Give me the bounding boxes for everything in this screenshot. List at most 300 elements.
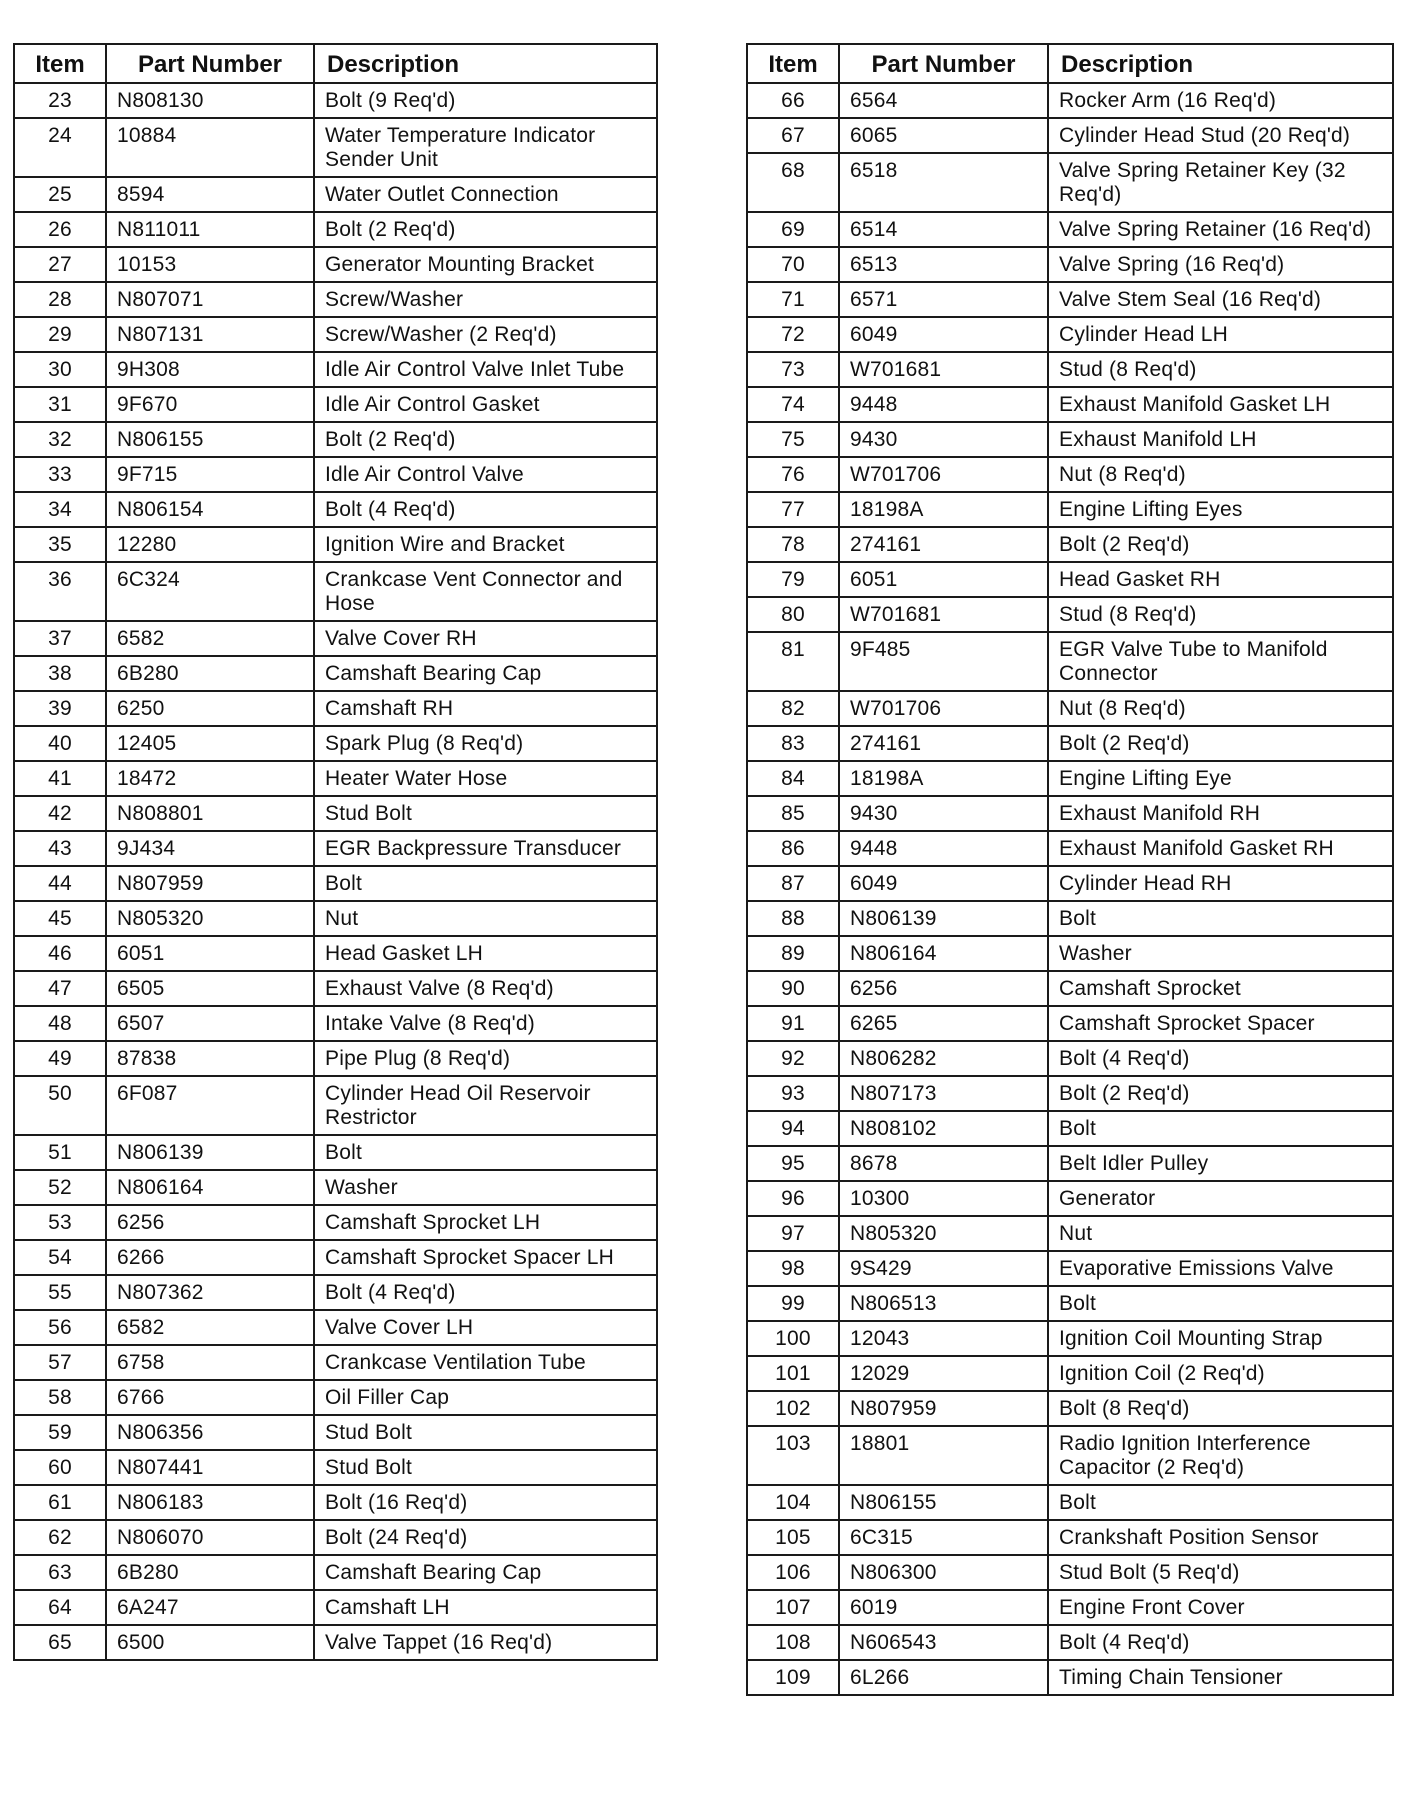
item-number-cell: 102	[747, 1391, 839, 1426]
table-row	[14, 901, 657, 936]
part-number-cell: 12405	[106, 726, 314, 761]
description-cell: Generator Mounting Bracket	[314, 247, 657, 282]
item-number-cell: 90	[747, 971, 839, 1006]
part-number-cell: N806164	[839, 936, 1048, 971]
part-number-cell: 9430	[839, 422, 1048, 457]
part-number-cell: 9448	[839, 831, 1048, 866]
description-cell: Cylinder Head Stud (20 Req'd)	[1048, 118, 1393, 153]
description-cell: Radio Ignition Interference Capacitor (2 Req'd)	[1048, 1426, 1393, 1485]
item-number-cell: 103	[747, 1426, 839, 1485]
description-cell: Bolt (4 Req'd)	[1048, 1041, 1393, 1076]
table-row	[14, 83, 657, 118]
part-number-cell: 274161	[839, 527, 1048, 562]
description-cell: Spark Plug (8 Req'd)	[314, 726, 657, 761]
table-row	[747, 527, 1393, 562]
part-number-cell: 8594	[106, 177, 314, 212]
item-number-cell: 65	[14, 1625, 106, 1660]
description-cell: Valve Spring Retainer (16 Req'd)	[1048, 212, 1393, 247]
part-number-cell: 6F087	[106, 1076, 314, 1135]
table-row	[747, 1356, 1393, 1391]
description-cell: Stud (8 Req'd)	[1048, 352, 1393, 387]
part-number-cell: N807959	[839, 1391, 1048, 1426]
part-number-cell: 18801	[839, 1426, 1048, 1485]
description-cell: Exhaust Manifold Gasket RH	[1048, 831, 1393, 866]
part-number-cell: N805320	[839, 1216, 1048, 1251]
part-number-cell: 9H308	[106, 352, 314, 387]
table-row	[747, 83, 1393, 118]
table-row	[14, 761, 657, 796]
description-cell: Washer	[1048, 936, 1393, 971]
item-number-cell: 57	[14, 1345, 106, 1380]
item-number-cell: 56	[14, 1310, 106, 1345]
item-number-cell: 76	[747, 457, 839, 492]
description-cell: Camshaft RH	[314, 691, 657, 726]
description-cell: Stud Bolt (5 Req'd)	[1048, 1555, 1393, 1590]
item-number-cell: 93	[747, 1076, 839, 1111]
table-row	[14, 936, 657, 971]
table-row	[747, 691, 1393, 726]
header-item: Item	[747, 44, 839, 83]
description-cell: Bolt (2 Req'd)	[314, 212, 657, 247]
table-row	[14, 1485, 657, 1520]
description-cell: Cylinder Head RH	[1048, 866, 1393, 901]
table-row	[14, 691, 657, 726]
part-number-cell: 12029	[839, 1356, 1048, 1391]
description-cell: Valve Cover RH	[314, 621, 657, 656]
item-number-cell: 47	[14, 971, 106, 1006]
part-number-cell: 6256	[839, 971, 1048, 1006]
item-number-cell: 106	[747, 1555, 839, 1590]
part-number-cell: 6019	[839, 1590, 1048, 1625]
part-number-cell: W701681	[839, 597, 1048, 632]
table-row	[747, 597, 1393, 632]
description-cell: Camshaft Sprocket Spacer LH	[314, 1240, 657, 1275]
item-number-cell: 39	[14, 691, 106, 726]
description-cell: Ignition Coil (2 Req'd)	[1048, 1356, 1393, 1391]
part-number-cell: 6505	[106, 971, 314, 1006]
part-number-cell: N808801	[106, 796, 314, 831]
table-row	[747, 866, 1393, 901]
part-number-cell: 18198A	[839, 492, 1048, 527]
part-number-cell: 6B280	[106, 656, 314, 691]
part-number-cell: 274161	[839, 726, 1048, 761]
table-row	[747, 1485, 1393, 1520]
table-row	[747, 1391, 1393, 1426]
description-cell: Bolt (4 Req'd)	[1048, 1625, 1393, 1660]
part-number-cell: N807959	[106, 866, 314, 901]
part-number-cell: 6571	[839, 282, 1048, 317]
item-number-cell: 49	[14, 1041, 106, 1076]
part-number-cell: W701681	[839, 352, 1048, 387]
part-number-cell: 9448	[839, 387, 1048, 422]
description-cell: Camshaft Sprocket	[1048, 971, 1393, 1006]
item-number-cell: 48	[14, 1006, 106, 1041]
part-number-cell: N807441	[106, 1450, 314, 1485]
part-number-cell: 6051	[839, 562, 1048, 597]
table-row	[747, 118, 1393, 153]
item-number-cell: 51	[14, 1135, 106, 1170]
table-row	[14, 457, 657, 492]
item-number-cell: 55	[14, 1275, 106, 1310]
description-cell: Valve Spring (16 Req'd)	[1048, 247, 1393, 282]
description-cell: Screw/Washer (2 Req'd)	[314, 317, 657, 352]
table-row	[747, 1006, 1393, 1041]
table-row	[14, 562, 657, 621]
item-number-cell: 72	[747, 317, 839, 352]
item-number-cell: 107	[747, 1590, 839, 1625]
part-number-cell: 6518	[839, 153, 1048, 212]
parts-table-left	[13, 43, 658, 1661]
part-number-cell: N806139	[106, 1135, 314, 1170]
item-number-cell: 44	[14, 866, 106, 901]
description-cell: Stud (8 Req'd)	[1048, 597, 1393, 632]
table-header-row	[747, 44, 1393, 83]
description-cell: Camshaft LH	[314, 1590, 657, 1625]
item-number-cell: 26	[14, 212, 106, 247]
table-row	[747, 1111, 1393, 1146]
table-row	[14, 1380, 657, 1415]
description-cell: Nut (8 Req'd)	[1048, 691, 1393, 726]
table-row	[747, 1286, 1393, 1321]
description-cell: Bolt (2 Req'd)	[314, 422, 657, 457]
part-number-cell: N808130	[106, 83, 314, 118]
part-number-cell: 6065	[839, 118, 1048, 153]
table-row	[14, 247, 657, 282]
header-item: Item	[14, 44, 106, 83]
parts-table-right-body	[747, 83, 1393, 1695]
table-row	[747, 1520, 1393, 1555]
part-number-cell: N806183	[106, 1485, 314, 1520]
table-row	[14, 726, 657, 761]
table-row	[747, 632, 1393, 691]
description-cell: Exhaust Valve (8 Req'd)	[314, 971, 657, 1006]
table-row	[747, 761, 1393, 796]
description-cell: Crankcase Vent Connector and Hose	[314, 562, 657, 621]
table-row	[14, 1006, 657, 1041]
table-row	[14, 1275, 657, 1310]
table-row	[747, 282, 1393, 317]
item-number-cell: 58	[14, 1380, 106, 1415]
item-number-cell: 28	[14, 282, 106, 317]
item-number-cell: 94	[747, 1111, 839, 1146]
table-row	[14, 1345, 657, 1380]
description-cell: Bolt (4 Req'd)	[314, 492, 657, 527]
part-number-cell: 6758	[106, 1345, 314, 1380]
description-cell: Camshaft Bearing Cap	[314, 656, 657, 691]
table-row	[14, 1240, 657, 1275]
item-number-cell: 64	[14, 1590, 106, 1625]
item-number-cell: 97	[747, 1216, 839, 1251]
header-description: Description	[1048, 44, 1393, 83]
item-number-cell: 69	[747, 212, 839, 247]
table-row	[747, 901, 1393, 936]
part-number-cell: N811011	[106, 212, 314, 247]
item-number-cell: 83	[747, 726, 839, 761]
part-number-cell: 10884	[106, 118, 314, 177]
part-number-cell: 6250	[106, 691, 314, 726]
item-number-cell: 89	[747, 936, 839, 971]
part-number-cell: 6L266	[839, 1660, 1048, 1695]
description-cell: Head Gasket RH	[1048, 562, 1393, 597]
description-cell: Bolt (4 Req'd)	[314, 1275, 657, 1310]
item-number-cell: 92	[747, 1041, 839, 1076]
table-row	[14, 1205, 657, 1240]
table-row	[747, 247, 1393, 282]
description-cell: Generator	[1048, 1181, 1393, 1216]
item-number-cell: 59	[14, 1415, 106, 1450]
description-cell: Bolt (16 Req'd)	[314, 1485, 657, 1520]
table-row	[747, 1251, 1393, 1286]
item-number-cell: 85	[747, 796, 839, 831]
description-cell: Engine Front Cover	[1048, 1590, 1393, 1625]
description-cell: Crankshaft Position Sensor	[1048, 1520, 1393, 1555]
table-row	[14, 866, 657, 901]
part-number-cell: 8678	[839, 1146, 1048, 1181]
description-cell: Stud Bolt	[314, 1415, 657, 1450]
item-number-cell: 46	[14, 936, 106, 971]
description-cell: Exhaust Manifold Gasket LH	[1048, 387, 1393, 422]
table-row	[747, 1216, 1393, 1251]
description-cell: Timing Chain Tensioner	[1048, 1660, 1393, 1695]
table-row	[747, 796, 1393, 831]
description-cell: EGR Valve Tube to Manifold Connector	[1048, 632, 1393, 691]
item-number-cell: 86	[747, 831, 839, 866]
table-row	[14, 831, 657, 866]
description-cell: Bolt	[1048, 1485, 1393, 1520]
item-number-cell: 50	[14, 1076, 106, 1135]
item-number-cell: 67	[747, 118, 839, 153]
item-number-cell: 60	[14, 1450, 106, 1485]
description-cell: Intake Valve (8 Req'd)	[314, 1006, 657, 1041]
part-number-cell: 12043	[839, 1321, 1048, 1356]
description-cell: Bolt	[1048, 1286, 1393, 1321]
table-header-row	[14, 44, 657, 83]
part-number-cell: 6265	[839, 1006, 1048, 1041]
part-number-cell: 6C324	[106, 562, 314, 621]
part-number-cell: N807173	[839, 1076, 1048, 1111]
table-row	[14, 1170, 657, 1205]
table-row	[747, 352, 1393, 387]
item-number-cell: 37	[14, 621, 106, 656]
item-number-cell: 108	[747, 1625, 839, 1660]
table-row	[14, 1590, 657, 1625]
description-cell: Valve Spring Retainer Key (32 Req'd)	[1048, 153, 1393, 212]
table-row	[14, 1076, 657, 1135]
part-number-cell: W701706	[839, 691, 1048, 726]
table-row	[747, 936, 1393, 971]
part-number-cell: N805320	[106, 901, 314, 936]
item-number-cell: 63	[14, 1555, 106, 1590]
description-cell: EGR Backpressure Transducer	[314, 831, 657, 866]
part-number-cell: 6B280	[106, 1555, 314, 1590]
description-cell: Bolt (2 Req'd)	[1048, 1076, 1393, 1111]
description-cell: Washer	[314, 1170, 657, 1205]
table-row	[747, 1590, 1393, 1625]
description-cell: Nut	[1048, 1216, 1393, 1251]
item-number-cell: 79	[747, 562, 839, 597]
table-row	[14, 282, 657, 317]
description-cell: Crankcase Ventilation Tube	[314, 1345, 657, 1380]
item-number-cell: 66	[747, 83, 839, 118]
table-row	[14, 1415, 657, 1450]
table-row	[747, 387, 1393, 422]
part-number-cell: 6766	[106, 1380, 314, 1415]
description-cell: Camshaft Sprocket Spacer	[1048, 1006, 1393, 1041]
description-cell: Bolt (8 Req'd)	[1048, 1391, 1393, 1426]
description-cell: Exhaust Manifold LH	[1048, 422, 1393, 457]
description-cell: Stud Bolt	[314, 796, 657, 831]
table-row	[747, 562, 1393, 597]
description-cell: Bolt (24 Req'd)	[314, 1520, 657, 1555]
table-row	[14, 1625, 657, 1660]
part-number-cell: 9J434	[106, 831, 314, 866]
table-row	[747, 726, 1393, 761]
part-number-cell: 6256	[106, 1205, 314, 1240]
part-number-cell: 9S429	[839, 1251, 1048, 1286]
item-number-cell: 75	[747, 422, 839, 457]
item-number-cell: 32	[14, 422, 106, 457]
item-number-cell: 98	[747, 1251, 839, 1286]
part-number-cell: 6266	[106, 1240, 314, 1275]
part-number-cell: N806300	[839, 1555, 1048, 1590]
item-number-cell: 105	[747, 1520, 839, 1555]
part-number-cell: N806155	[106, 422, 314, 457]
part-number-cell: 6564	[839, 83, 1048, 118]
table-row	[14, 492, 657, 527]
description-cell: Screw/Washer	[314, 282, 657, 317]
description-cell: Ignition Wire and Bracket	[314, 527, 657, 562]
item-number-cell: 52	[14, 1170, 106, 1205]
part-number-cell: 6C315	[839, 1520, 1048, 1555]
table-row	[14, 212, 657, 247]
table-row	[14, 1041, 657, 1076]
description-cell: Bolt	[314, 866, 657, 901]
part-number-cell: 6500	[106, 1625, 314, 1660]
part-number-cell: N807131	[106, 317, 314, 352]
table-row	[14, 1310, 657, 1345]
item-number-cell: 38	[14, 656, 106, 691]
part-number-cell: 6582	[106, 621, 314, 656]
item-number-cell: 27	[14, 247, 106, 282]
description-cell: Nut	[314, 901, 657, 936]
table-row	[14, 1520, 657, 1555]
description-cell: Bolt (2 Req'd)	[1048, 527, 1393, 562]
table-row	[747, 1041, 1393, 1076]
item-number-cell: 80	[747, 597, 839, 632]
item-number-cell: 78	[747, 527, 839, 562]
item-number-cell: 33	[14, 457, 106, 492]
table-row	[14, 796, 657, 831]
description-cell: Pipe Plug (8 Req'd)	[314, 1041, 657, 1076]
header-part-number: Part Number	[106, 44, 314, 83]
item-number-cell: 84	[747, 761, 839, 796]
table-row	[747, 1426, 1393, 1485]
description-cell: Bolt (2 Req'd)	[1048, 726, 1393, 761]
description-cell: Valve Tappet (16 Req'd)	[314, 1625, 657, 1660]
parts-table-left-body	[14, 83, 657, 1660]
part-number-cell: 6A247	[106, 1590, 314, 1625]
description-cell: Engine Lifting Eye	[1048, 761, 1393, 796]
part-number-cell: N806282	[839, 1041, 1048, 1076]
part-number-cell: 6582	[106, 1310, 314, 1345]
item-number-cell: 70	[747, 247, 839, 282]
table-row	[747, 492, 1393, 527]
table-row	[747, 1146, 1393, 1181]
table-row	[14, 971, 657, 1006]
item-number-cell: 45	[14, 901, 106, 936]
table-row	[747, 1076, 1393, 1111]
part-number-cell: N806164	[106, 1170, 314, 1205]
item-number-cell: 61	[14, 1485, 106, 1520]
table-row	[747, 831, 1393, 866]
item-number-cell: 35	[14, 527, 106, 562]
part-number-cell: N806139	[839, 901, 1048, 936]
table-row	[747, 1181, 1393, 1216]
part-number-cell: 9430	[839, 796, 1048, 831]
item-number-cell: 54	[14, 1240, 106, 1275]
item-number-cell: 42	[14, 796, 106, 831]
description-cell: Bolt (9 Req'd)	[314, 83, 657, 118]
parts-table-right	[746, 43, 1394, 1696]
item-number-cell: 68	[747, 153, 839, 212]
item-number-cell: 74	[747, 387, 839, 422]
description-cell: Engine Lifting Eyes	[1048, 492, 1393, 527]
description-cell: Bolt	[1048, 901, 1393, 936]
item-number-cell: 40	[14, 726, 106, 761]
part-number-cell: 9F715	[106, 457, 314, 492]
item-number-cell: 30	[14, 352, 106, 387]
description-cell: Valve Cover LH	[314, 1310, 657, 1345]
part-number-cell: 18198A	[839, 761, 1048, 796]
item-number-cell: 77	[747, 492, 839, 527]
table-row	[14, 177, 657, 212]
item-number-cell: 99	[747, 1286, 839, 1321]
table-row	[14, 387, 657, 422]
description-cell: Bolt	[314, 1135, 657, 1170]
description-cell: Water Outlet Connection	[314, 177, 657, 212]
part-number-cell: 9F670	[106, 387, 314, 422]
description-cell: Cylinder Head LH	[1048, 317, 1393, 352]
table-row	[14, 317, 657, 352]
item-number-cell: 53	[14, 1205, 106, 1240]
item-number-cell: 95	[747, 1146, 839, 1181]
table-row	[14, 1555, 657, 1590]
table-row	[14, 422, 657, 457]
header-part-number: Part Number	[839, 44, 1048, 83]
part-number-cell: N806155	[839, 1485, 1048, 1520]
description-cell: Nut (8 Req'd)	[1048, 457, 1393, 492]
description-cell: Head Gasket LH	[314, 936, 657, 971]
description-cell: Cylinder Head Oil Reservoir Restrictor	[314, 1076, 657, 1135]
table-row	[14, 621, 657, 656]
table-row	[747, 457, 1393, 492]
description-cell: Idle Air Control Valve	[314, 457, 657, 492]
item-number-cell: 82	[747, 691, 839, 726]
item-number-cell: 109	[747, 1660, 839, 1695]
table-row	[14, 1450, 657, 1485]
header-description: Description	[314, 44, 657, 83]
description-cell: Oil Filler Cap	[314, 1380, 657, 1415]
description-cell: Water Temperature Indicator Sender Unit	[314, 118, 657, 177]
table-row	[747, 1555, 1393, 1590]
part-number-cell: 6514	[839, 212, 1048, 247]
description-cell: Belt Idler Pulley	[1048, 1146, 1393, 1181]
description-cell: Stud Bolt	[314, 1450, 657, 1485]
item-number-cell: 24	[14, 118, 106, 177]
part-number-cell: 10153	[106, 247, 314, 282]
item-number-cell: 31	[14, 387, 106, 422]
table-row	[747, 317, 1393, 352]
